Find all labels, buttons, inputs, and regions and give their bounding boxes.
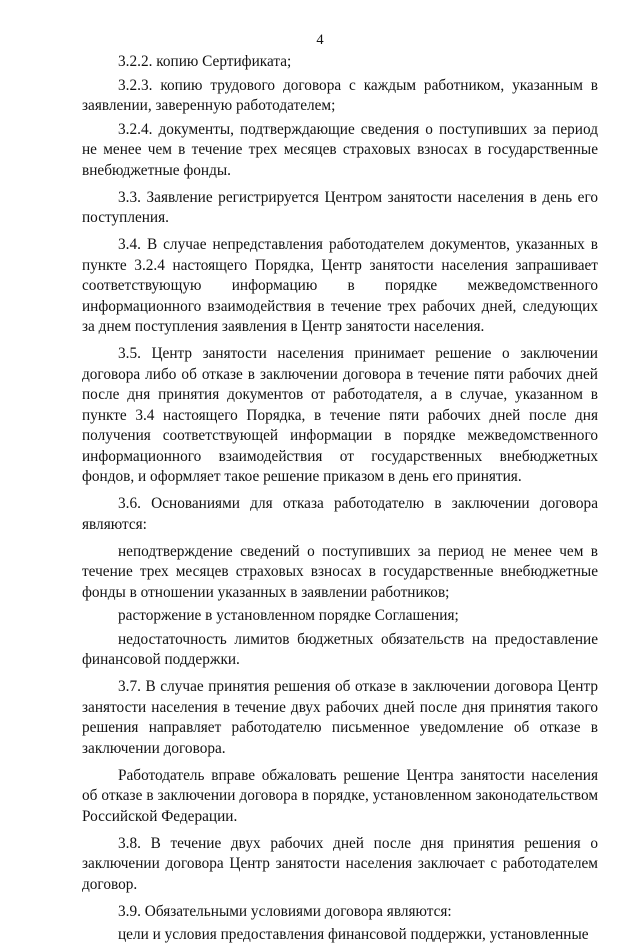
document-body [82, 52, 598, 946]
paragraph-3-8: 3.8. В течение двух рабочих дней после дня принятия решения о заключении договора Центр занятости населения заключает с работодателем договор. [82, 834, 598, 893]
paragraph-3-2-4: 3.2.4. документы, подтверждающие сведения о поступивших за период не менее чем в течение трех месяцев страховых взносах в государственные внебюджетные фонды. [82, 120, 598, 179]
paragraph-3-9: 3.9. Обязательными условиями договора являются: [118, 902, 452, 920]
paragraph-3-6: 3.6. Основаниями для отказа работодателю в заключении договора являются: [82, 495, 598, 533]
contract-condition-1: цели и условия предоставления финансовой поддержки, установленные [118, 926, 589, 943]
paragraph-3-7: 3.7. В случае принятия решения об отказе в заключении договора Центр занятости населения в течение двух рабочих дней после дня принятия такого решения направляет работодателю письменное уведомление об отказе в заключении договора. [82, 678, 598, 757]
refusal-ground-3: недостаточность лимитов бюджетных обязательств на предоставление финансовой поддержки. [82, 630, 598, 668]
paragraph-3-5: 3.5. Центр занятости населения принимает решение о заключении договора либо об отказе в заключении договора в течение пяти рабочих дней после дня принятия документов от работодателя, а в случае, указанном в пункте 3.4 настоящего Порядка, в течение пяти рабочих дней после дня получения соответствующей информации в порядке межведомственного информационного взаимодействия от государственных внебюджетных фондов, и оформляет такое решение приказом в день его принятия. [82, 345, 598, 485]
page-number: 4 [316, 32, 324, 48]
refusal-ground-1: неподтверждение сведений о поступивших за период не менее чем в течение трех месяцев страховых взносах в государственные внебюджетные фонды в отношении указанных в заявлении работников; [82, 542, 598, 601]
refusal-ground-2: расторжение в установленном порядке Соглашения; [118, 607, 459, 624]
paragraph-3-4: 3.4. В случае непредставления работодателем документов, указанных в пункте 3.2.4 настоящего Порядка, Центр занятости населения запрашивает соответствующую информацию в порядке межведомственного информационного взаимодействия в течение трех рабочих дней, следующих за днем поступления заявления в Центр занятости населения. [82, 236, 598, 335]
paragraph-3-2-3: 3.2.3. копию трудового договора с каждым работником, указанным в заявлении, заверенную работодателем; [82, 76, 598, 114]
paragraph-3-3: 3.3. Заявление регистрируется Центром занятости населения в день его поступления. [82, 188, 598, 226]
paragraph-3-2-2: 3.2.2. копию Сертификата; [118, 53, 292, 70]
appeal-paragraph: Работодатель вправе обжаловать решение Центра занятости населения об отказе в заключении договора в порядке, установленном законодательством Российской Федерации. [82, 766, 598, 825]
